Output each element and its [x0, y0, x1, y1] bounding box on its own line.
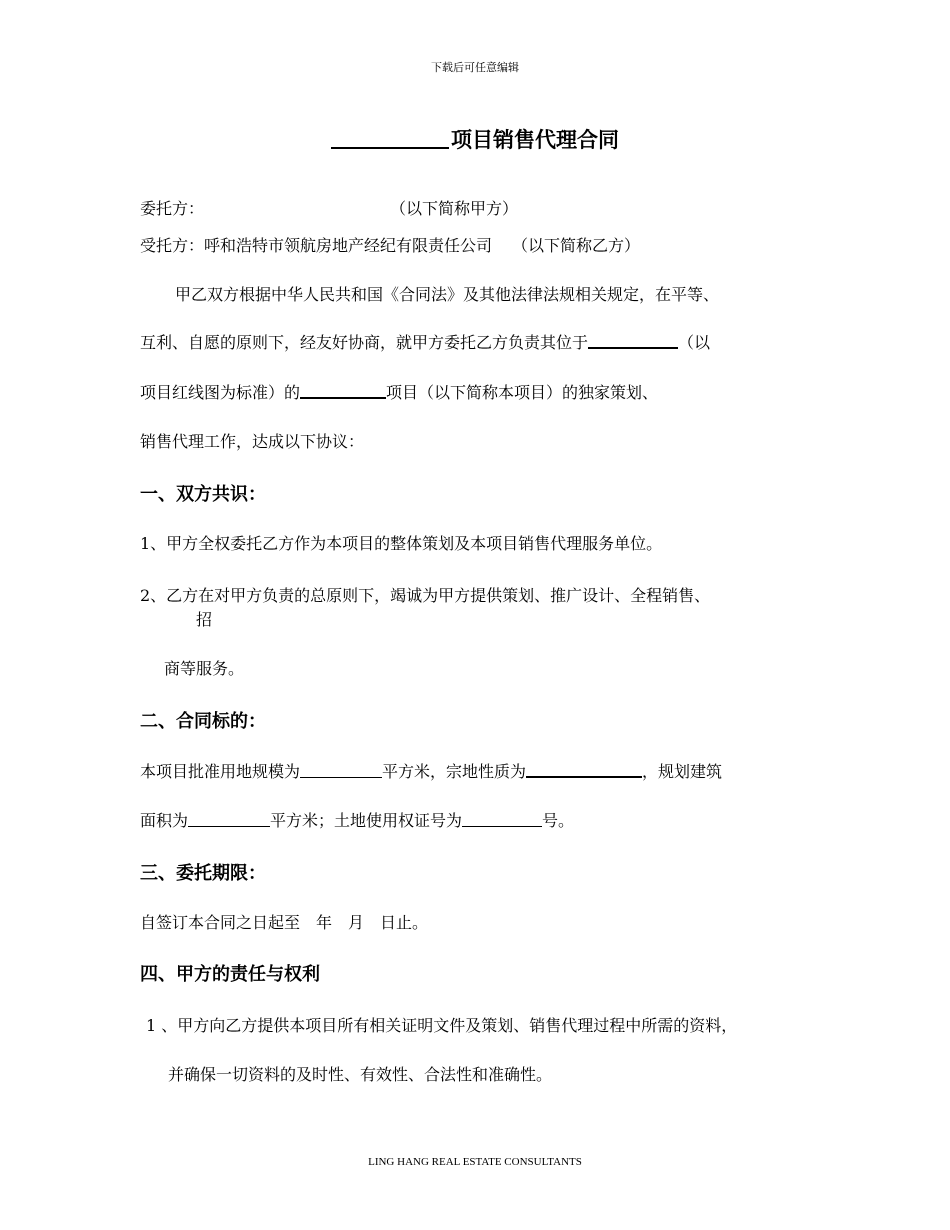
title-blank-line: [331, 125, 449, 149]
page-header: 下载后可任意编辑: [431, 61, 519, 74]
section-2-heading: 二、合同标的：: [140, 711, 266, 732]
party-b-note: （以下简称乙方）: [512, 236, 641, 255]
section-2-line-2: [140, 808, 574, 831]
section-1-item-2-wrap: 招: [196, 610, 213, 629]
title-text: 项目销售代理合同: [451, 127, 619, 152]
section-3-text: 自签订本合同之日起至 年 月 日止。: [140, 913, 429, 932]
certificate-label: 平方米；土地使用权证号为: [270, 811, 463, 830]
area-blank: [188, 810, 270, 827]
section-4-item-1: 1 、甲方向乙方提供本项目所有相关证明文件及策划、销售代理过程中所需的资料，: [146, 1016, 738, 1035]
section-1-heading: 一、双方共识：: [140, 484, 266, 505]
intro-line-2-text: 互利、自愿的原则下，经友好协商，就甲方委托乙方负责其位于: [140, 333, 589, 352]
party-a-line: [140, 196, 518, 219]
party-b-line: [140, 233, 640, 256]
land-scale-blank: [300, 761, 382, 778]
section-4-heading: 四、甲方的责任与权利: [140, 964, 320, 985]
section-1-item-2-cont: 商等服务。: [164, 659, 245, 678]
land-nature-blank: [526, 760, 642, 778]
location-blank: [588, 331, 678, 349]
intro-line-2: [140, 330, 710, 353]
intro-line-4: 销售代理工作，达成以下协议：: [140, 432, 365, 451]
intro-line-2-tail: （以: [678, 333, 711, 352]
certificate-blank: [462, 810, 542, 827]
project-name-blank: [300, 381, 386, 399]
party-a-note: （以下简称甲方）: [390, 199, 519, 218]
party-b-text: 受托方：呼和浩特市领航房地产经纪有限责任公司: [140, 236, 493, 255]
intro-line-3: [140, 380, 658, 403]
party-a-label: 委托方：: [140, 199, 205, 218]
document-title: [0, 124, 950, 154]
area-label: 面积为: [140, 811, 189, 830]
land-scale-label: 本项目批准用地规模为: [140, 762, 301, 781]
building-area-label: ，规划建筑: [642, 762, 723, 781]
section-1-item-2: 2、乙方在对甲方负责的总原则下，竭诚为甲方提供策划、推广设计、全程销售、: [140, 586, 711, 605]
intro-line-1: 甲乙双方根据中华人民共和国《合同法》及其他法律法规相关规定，在平等、: [175, 285, 720, 304]
section-4-item-1-cont: 并确保一切资料的及时性、有效性、合法性和准确性。: [168, 1065, 553, 1084]
section-2-line-1: [140, 759, 722, 782]
section-3-heading: 三、委托期限：: [140, 863, 266, 884]
land-nature-label: 平方米，宗地性质为: [382, 762, 527, 781]
section-1-item-1: 1、甲方全权委托乙方作为本项目的整体策划及本项目销售代理服务单位。: [140, 534, 663, 553]
intro-line-3-text: 项目红线图为标准）的: [140, 383, 301, 402]
page-footer: LING HANG REAL ESTATE CONSULTANTS: [368, 1156, 582, 1168]
intro-line-3-tail: 项目（以下简称本项目）的独家策划、: [386, 383, 659, 402]
certificate-suffix: 号。: [542, 811, 575, 830]
